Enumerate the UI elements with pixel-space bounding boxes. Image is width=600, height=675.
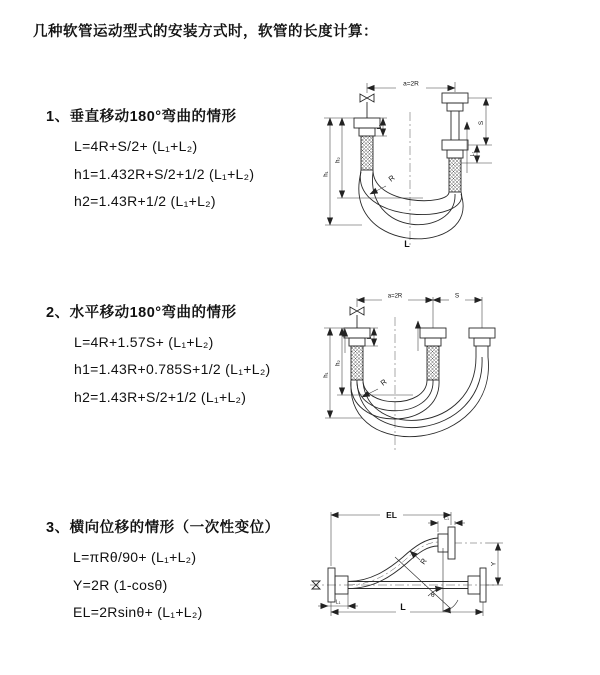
length-label: L xyxy=(404,239,410,249)
dim-label-l1: L₁ xyxy=(367,334,373,340)
length-label: L xyxy=(400,602,406,612)
dim-label-y: Y xyxy=(490,561,498,567)
braided-hose-left xyxy=(361,136,373,170)
dim-label-el: EL xyxy=(386,510,397,520)
radius-label: R xyxy=(386,173,397,184)
dim-label-s: S xyxy=(454,292,460,300)
dim-label-h1: h₁ xyxy=(323,171,330,177)
hose-drawing xyxy=(312,527,486,602)
section-2-heading: 2、水平移动180°弯曲的情形 xyxy=(46,305,237,321)
section-2-formula-h2: h2=1.43R+S/2+1/2 (L₁+L₂) xyxy=(74,389,247,405)
valve-icon xyxy=(350,307,364,315)
page-title: 几种软管运动型式的安装方式时，软管的长度计算： xyxy=(33,24,378,40)
diagram-vertical-180-bend xyxy=(310,70,590,255)
section-1-formula-h1: h1=1.432R+S/2+1/2 (L₁+L₂) xyxy=(74,166,255,182)
dim-label-a-2r: a=2R xyxy=(403,80,419,88)
diagram-horizontal-180-bend xyxy=(310,285,595,460)
section-2-formula-h1: h1=1.43R+0.785S+1/2 (L₁+L₂) xyxy=(74,361,271,377)
dim-label-h2: h₂ xyxy=(335,157,342,163)
dimension-lines xyxy=(324,297,482,418)
section-1-heading: 1、垂直移动180°弯曲的情形 xyxy=(46,109,237,125)
braided-hose-middle xyxy=(427,346,439,380)
dim-label-h1: h₁ xyxy=(323,372,330,378)
section-3-formula-l: L=πRθ/90+ (L₁+L₂) xyxy=(73,549,197,565)
radius-label: R xyxy=(378,377,389,388)
dim-label-l1-right: L₁ xyxy=(470,151,476,157)
radius-label: R xyxy=(418,556,429,567)
dim-label-h2: h₂ xyxy=(335,360,342,366)
section-2-formula-l: L=4R+1.57S+ (L₁+L₂) xyxy=(74,334,214,350)
section-1-formula-l: L=4R+S/2+ (L₁+L₂) xyxy=(74,138,198,154)
angle-theta-label: θ xyxy=(431,592,435,599)
hose-drawing xyxy=(354,93,468,239)
section-3-formula-el: EL=2Rsinθ+ (L₁+L₂) xyxy=(73,604,203,620)
braided-hose-right xyxy=(449,158,461,192)
section-3-formula-y: Y=2R (1-cosθ) xyxy=(73,577,168,593)
dim-label-a-2r: a=2R xyxy=(387,293,403,300)
braided-hose-left xyxy=(351,346,363,380)
diagram-lateral-displacement xyxy=(300,500,600,650)
dim-label-l1-left: L₁ xyxy=(335,599,341,606)
dim-label-s: S xyxy=(478,120,485,126)
valve-icon xyxy=(360,94,374,102)
hose-drawing xyxy=(344,307,495,437)
dimension-lines xyxy=(318,512,503,616)
dim-label-l1-top: L₁ xyxy=(444,515,449,522)
section-3-heading: 3、横向位移的情形（一次性变位） xyxy=(46,520,280,536)
section-1-formula-h2: h2=1.43R+1/2 (L₁+L₂) xyxy=(74,193,216,209)
dim-label-l1-left: L₁ xyxy=(377,124,383,130)
